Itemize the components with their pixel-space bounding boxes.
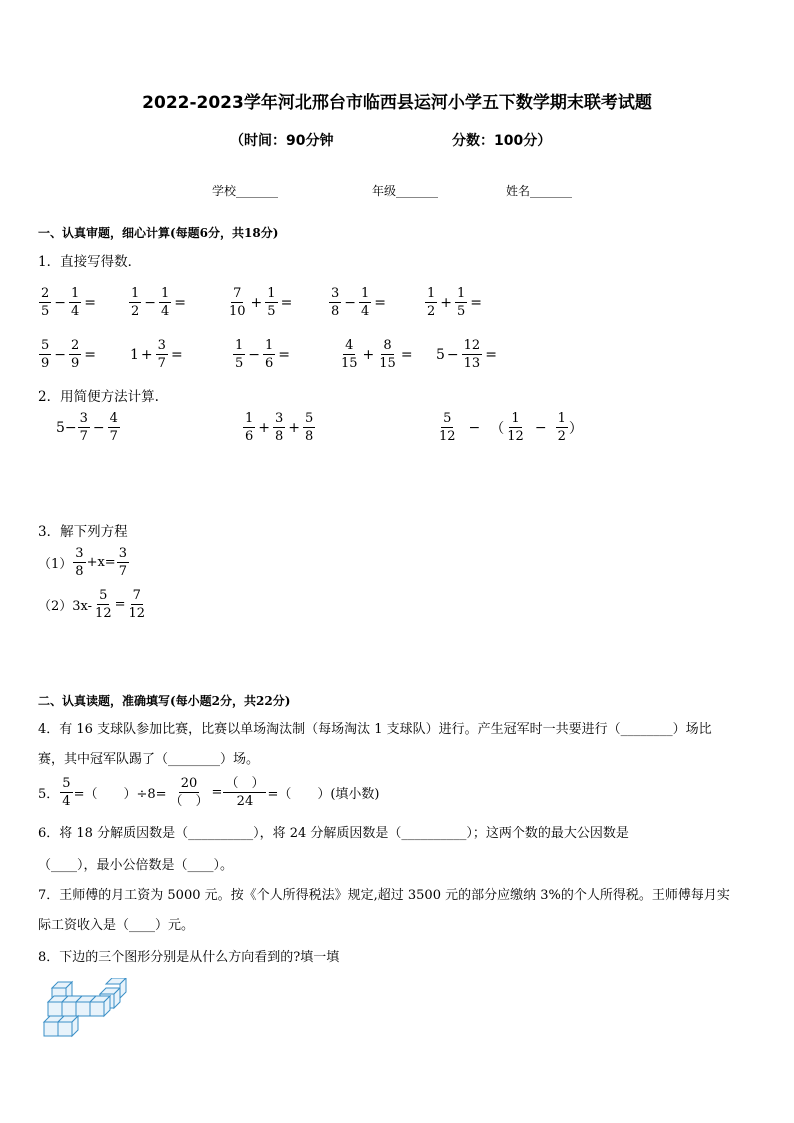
q1-expr-9: $\frac{4}{15}$ + $\frac{8}{15}$ = bbox=[341, 338, 413, 371]
q8-label: 8．下边的三个图形分别是从什么方向看到的?填一填 bbox=[38, 950, 340, 965]
q4-line1: 4．有 16 支球队参加比赛，比赛以单场淘汰制（每场淘汰 1 支球队）进行。产生冠军时一共要进行（________）场比 bbox=[38, 722, 712, 737]
q4-line2: 赛，其中冠军队踢了（________）场。 bbox=[38, 752, 260, 767]
q3-label: 3．解下列方程 bbox=[38, 524, 128, 540]
q6-line1: 6．将 18 分解质因数是（__________），将 24 分解质因数是（__________）；这两个数的最大公因数是 bbox=[38, 826, 629, 841]
q6-line2: （____），最小公倍数是（____）。 bbox=[38, 858, 234, 873]
q1-expr-4: $\frac{3}{8}$ − $\frac{1}{4}$ = bbox=[331, 286, 387, 319]
q1-expr-5: $\frac{1}{2}$ + $\frac{1}{5}$ = bbox=[427, 286, 483, 319]
q1-expr-3: $\frac{7}{10}$ + $\frac{1}{5}$ = bbox=[229, 286, 293, 319]
section1-heading: 一、认真审题，细心计算(每题6分，共18分) bbox=[38, 226, 279, 240]
q1-expr-7: 1 + $\frac{3}{7}$ = bbox=[130, 338, 183, 371]
q1-expr-8: $\frac{1}{5}$ − $\frac{1}{6}$ = bbox=[235, 338, 291, 371]
q2-label: 2．用简便方法计算. bbox=[38, 389, 159, 405]
q3-equation-2: （2）3x- $\frac{5}{12}$ = $\frac{7}{12}$ bbox=[38, 588, 146, 621]
grade-field: 年级_______ bbox=[372, 184, 439, 198]
q3-equation-1: （1） $\frac{3}{8}$ +x= $\frac{3}{7}$ bbox=[38, 546, 127, 579]
name-field: 姓名_______ bbox=[506, 184, 573, 198]
page-title: 2022-2023学年河北邢台市临西县运河小学五下数学期末联考试题 bbox=[142, 93, 652, 113]
section2-heading: 二、认真读题，准确填写(每小题2分，共22分) bbox=[38, 694, 291, 708]
q1-label: 1．直接写得数． bbox=[38, 254, 142, 270]
q2-expr-2: $\frac{1}{6}$ + $\frac{3}{8}$ + $\frac{5}{8}$ bbox=[245, 411, 314, 444]
school-field: 学校_______ bbox=[212, 184, 279, 198]
q2-expr-1: 5− $\frac{3}{7}$ − $\frac{4}{7}$ bbox=[56, 411, 118, 444]
q1-expr-6: $\frac{5}{9}$ − $\frac{2}{9}$ = bbox=[41, 338, 97, 371]
q7-line1: 7．王师傅的月工资为 5000 元。按《个人所得税法》规定,超过 3500 元的部分应缴纳 3%的个人所得税。王师傅每月实 bbox=[38, 888, 730, 903]
exam-score: 分数：100分） bbox=[452, 133, 552, 149]
cube-figure bbox=[40, 978, 130, 1044]
q7-line2: 际工资收入是（____）元。 bbox=[38, 918, 195, 933]
q5: 5． $\frac{5}{4}$ =（ ）÷8= $\frac{20}{( )}$ = $\frac{( )}{24}$ =（ ）(填小数) bbox=[38, 776, 380, 809]
q1-expr-10: 5 − $\frac{12}{13}$ = bbox=[436, 338, 497, 371]
q1-expr-2: $\frac{1}{2}$ − $\frac{1}{4}$ = bbox=[131, 286, 187, 319]
q1-expr-1: $\frac{2}{5}$ − $\frac{1}{4}$ = bbox=[41, 286, 97, 319]
q2-expr-3: $\frac{5}{12}$ − （ $\frac{1}{12}$ − $\frac{1}{2}$ ） bbox=[439, 411, 583, 444]
exam-time: （时间：90分钟 bbox=[230, 133, 334, 149]
